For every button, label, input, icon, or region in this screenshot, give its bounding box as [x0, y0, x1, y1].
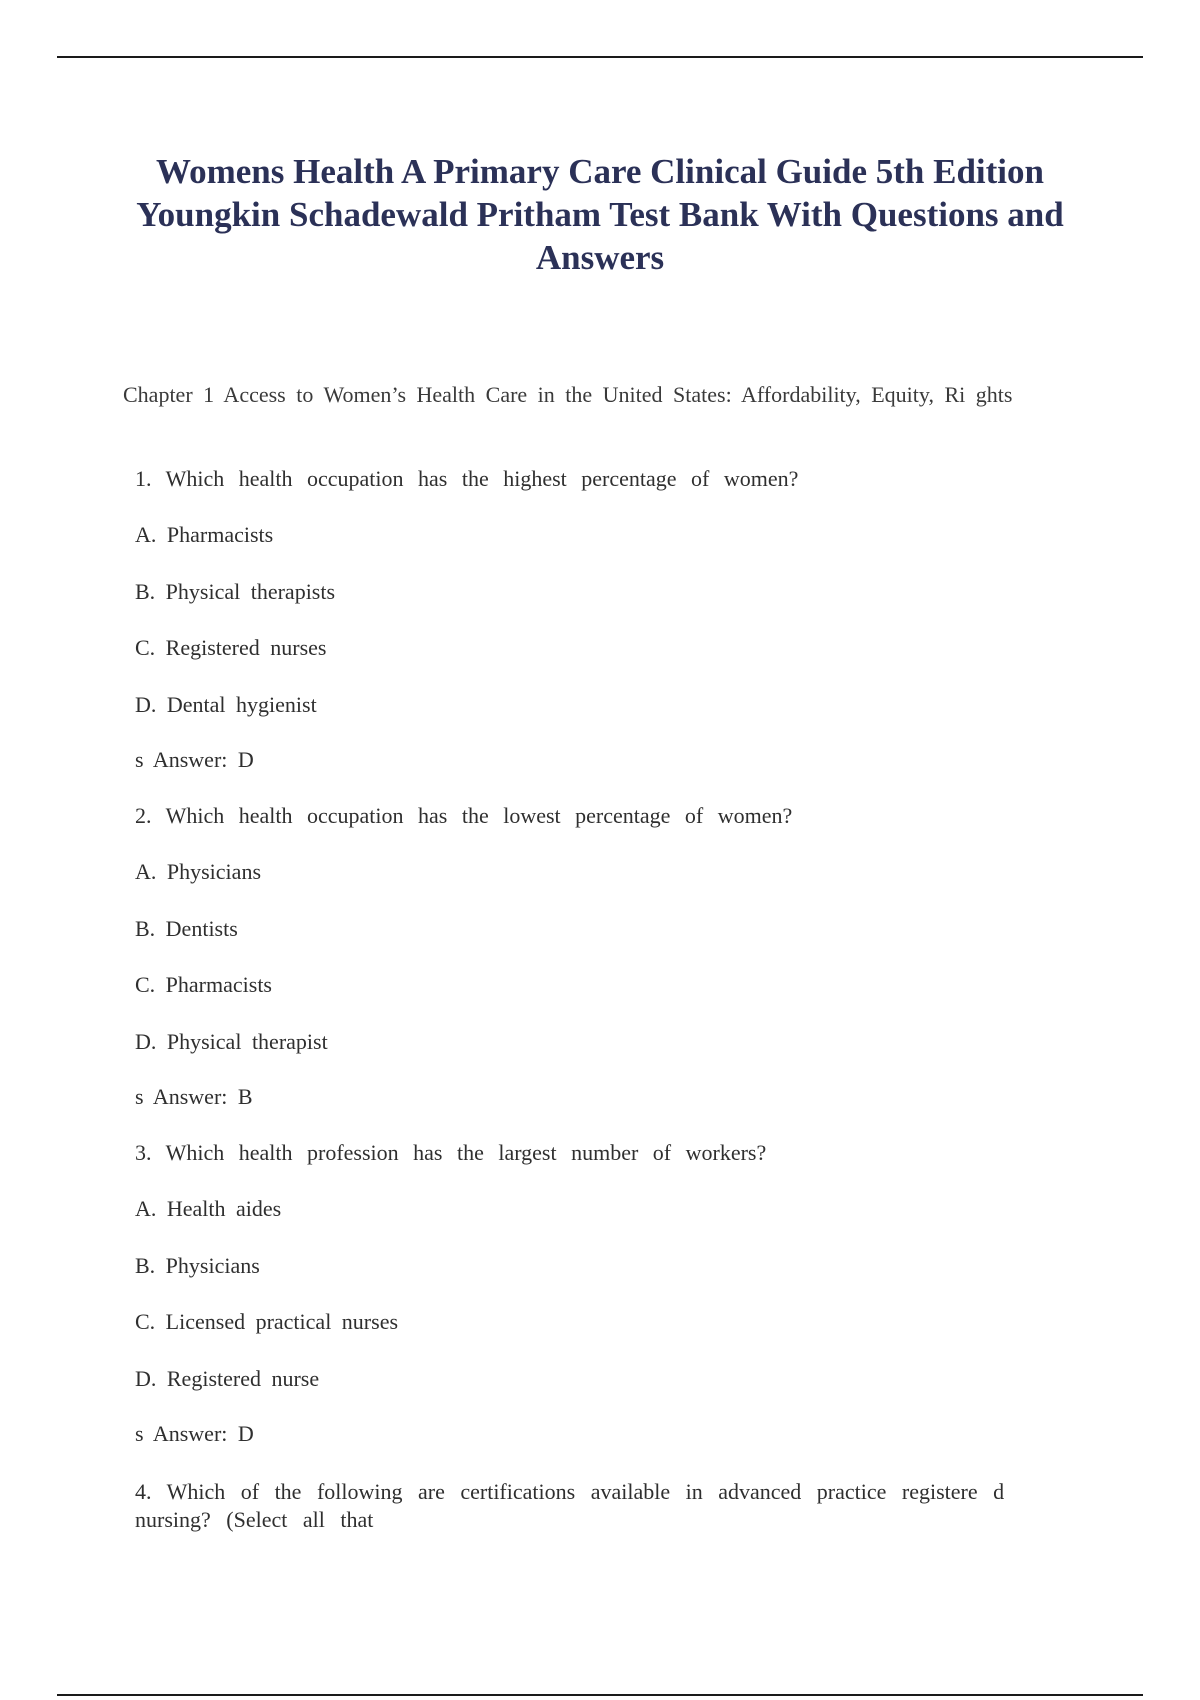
question-4-text: 4. Which of the following are certifications available in advanced practice registere d nursing? (Select all that — [135, 1479, 1005, 1532]
question-2-option-a: A. Physicians — [135, 859, 261, 884]
question-2-option-d: D. Physical therapist — [135, 1029, 328, 1054]
question-3-option-d: D. Registered nurse — [135, 1366, 320, 1391]
question-3-text: 3. Which health profession has the largest number of workers? — [135, 1140, 767, 1165]
question-2-answer: s Answer: B — [135, 1084, 253, 1109]
question-2-option-b: B. Dentists — [135, 916, 238, 941]
question-1-answer: s Answer: D — [135, 747, 254, 772]
question-3-option-c: C. Licensed practical nurses — [135, 1309, 399, 1334]
question-1-option-d: D. Dental hygienist — [135, 692, 317, 717]
question-1-option-a: A. Pharmacists — [135, 522, 274, 547]
document-title: Womens Health A Primary Care Clinical Guide 5th Edition Youngkin Schadewald Pritham Test Bank With Questions and Answers — [136, 152, 1064, 277]
question-3-option-a: A. Health aides — [135, 1196, 282, 1221]
question-3-option-b: B. Physicians — [135, 1253, 260, 1278]
question-2-text: 2. Which health occupation has the lowest percentage of women? — [135, 803, 793, 828]
question-1-text: 1. Which health occupation has the highest percentage of women? — [135, 466, 799, 491]
bottom-rule — [57, 1694, 1143, 1696]
question-3-answer: s Answer: D — [135, 1421, 254, 1446]
top-rule — [57, 56, 1143, 58]
question-1-option-b: B. Physical therapists — [135, 579, 336, 604]
chapter-heading: Chapter 1 Access to Women’s Health Care in the United States: Affordability, Equity, Ri ghts — [123, 382, 1013, 407]
question-1-option-c: C. Registered nurses — [135, 635, 327, 660]
question-2-option-c: C. Pharmacists — [135, 972, 272, 997]
